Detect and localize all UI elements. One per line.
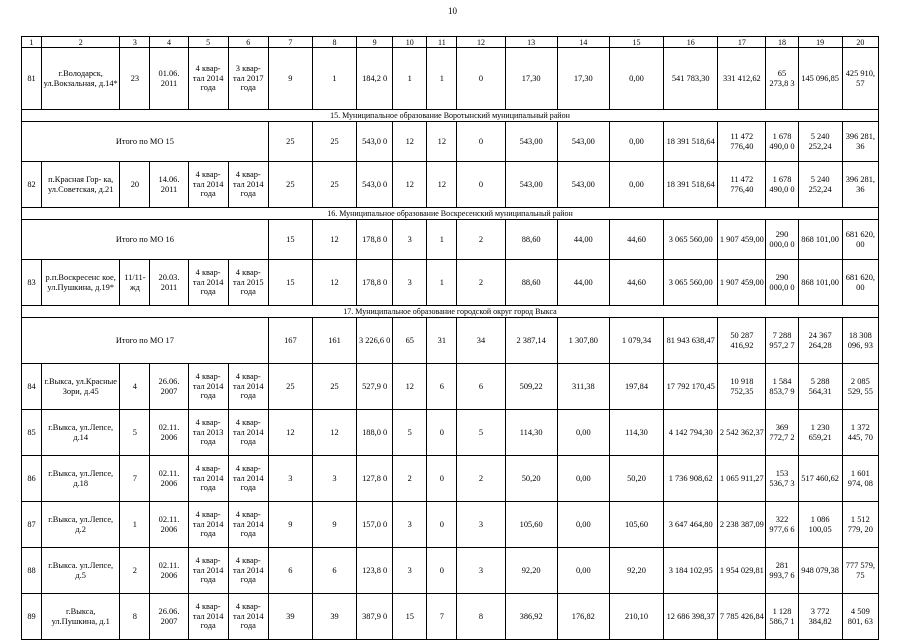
column-number-header: 19 (798, 37, 842, 48)
table-cell: 65 273,8 3 (766, 48, 798, 110)
address-cell: г.Выкса, ул.Лепсе, д.2 (42, 502, 120, 548)
table-cell: 0 (427, 548, 457, 594)
table-cell: 0 (457, 48, 505, 110)
table-cell: 543,0 0 (357, 122, 393, 162)
column-number-header: 11 (427, 37, 457, 48)
table-cell: 188,0 0 (357, 410, 393, 456)
table-cell: 1 079,34 (609, 318, 663, 364)
table-row (22, 548, 879, 594)
table-cell: 4 квар- тал 2014 года (188, 364, 228, 410)
table-cell: 1 (393, 48, 427, 110)
address-cell: г.Выкса, ул.Лепсе, д.14 (42, 410, 120, 456)
table-cell: 3 (268, 456, 312, 502)
column-number-header: 13 (505, 37, 557, 48)
table-cell: 18 308 096, 93 (842, 318, 878, 364)
table-cell: 1 601 974, 08 (842, 456, 878, 502)
table-cell: 17,30 (505, 48, 557, 110)
table-cell: 8 (457, 594, 505, 640)
table-cell: 178,8 0 (357, 260, 393, 306)
subtotal-row (22, 318, 879, 364)
table-cell: 543,00 (505, 162, 557, 208)
table-cell: 681 620, 00 (842, 220, 878, 260)
housing-program-table (21, 36, 879, 640)
row-number: 88 (22, 548, 42, 594)
table-cell: 167 (268, 318, 312, 364)
table-cell: 12 (427, 122, 457, 162)
address-cell: г.Выкса. ул.Лепсе, д.5 (42, 548, 120, 594)
column-number-header: 16 (664, 37, 718, 48)
subtotal-row (22, 122, 879, 162)
table-cell: 11 472 776,40 (718, 122, 766, 162)
table-cell: 3 квар- тал 2017 года (228, 48, 268, 110)
table-cell: 1 (312, 48, 356, 110)
section-title-row (22, 110, 879, 122)
table-cell: 0 (427, 456, 457, 502)
table-cell: 7 (427, 594, 457, 640)
column-number-header: 10 (393, 37, 427, 48)
column-number-header: 9 (357, 37, 393, 48)
column-number-header: 17 (718, 37, 766, 48)
table-cell: 948 079,38 (798, 548, 842, 594)
table-row (22, 594, 879, 640)
column-number-header: 5 (188, 37, 228, 48)
section-title: 15. Муниципальное образование Воротынский муниципальный район (22, 110, 879, 122)
table-cell: 1 086 100,05 (798, 502, 842, 548)
column-number-row (22, 37, 879, 48)
row-number: 87 (22, 502, 42, 548)
table-cell: 1 372 445, 70 (842, 410, 878, 456)
table-cell: 10 918 752,35 (718, 364, 766, 410)
table-cell: 197,84 (609, 364, 663, 410)
table-cell: 14.06. 2011 (150, 162, 188, 208)
table-cell: 868 101,00 (798, 220, 842, 260)
subtotal-label: Итого по МО 15 (22, 122, 269, 162)
table-row (22, 364, 879, 410)
table-cell: 0 (457, 162, 505, 208)
table-cell: 184,2 0 (357, 48, 393, 110)
table-row (22, 260, 879, 306)
table-row (22, 162, 879, 208)
table-cell: 145 096,85 (798, 48, 842, 110)
section-title: 17. Муниципальное образование городской округ город Выкса (22, 306, 879, 318)
table-cell: 4 квар- тал 2014 года (188, 502, 228, 548)
column-number-header: 4 (150, 37, 188, 48)
table-cell: 105,60 (609, 502, 663, 548)
table-cell: 4 квар- тал 2014 года (228, 594, 268, 640)
table-cell: 7 288 957,2 7 (766, 318, 798, 364)
table-cell: 509,22 (505, 364, 557, 410)
table-cell: 12 (312, 260, 356, 306)
table-cell: 17 792 170,45 (664, 364, 718, 410)
table-cell: 5 (457, 410, 505, 456)
table-cell: 1 512 779, 20 (842, 502, 878, 548)
table-cell: 3 (393, 260, 427, 306)
table-cell: 4 квар- тал 2014 года (188, 548, 228, 594)
table-cell: 3 (393, 220, 427, 260)
table-cell: 290 000,0 0 (766, 220, 798, 260)
table-cell: 3 (393, 502, 427, 548)
table-cell: 541 783,30 (664, 48, 718, 110)
table-cell: 01.06. 2011 (150, 48, 188, 110)
section-title-row (22, 208, 879, 220)
table-cell: 25 (268, 122, 312, 162)
table-cell: 3 184 102,95 (664, 548, 718, 594)
table-cell: 1 (120, 502, 150, 548)
table-cell: 12 (393, 122, 427, 162)
table-cell: 25 (268, 162, 312, 208)
table-cell: 9 (312, 502, 356, 548)
table-cell: 1 907 459,00 (718, 260, 766, 306)
table-cell: 50,20 (505, 456, 557, 502)
table-cell: 0,00 (557, 456, 609, 502)
table-cell: 23 (120, 48, 150, 110)
table-cell: 26.06. 2007 (150, 594, 188, 640)
table-cell: 5 288 564,31 (798, 364, 842, 410)
table-cell: 2 542 362,37 (718, 410, 766, 456)
table-cell: 396 281, 36 (842, 162, 878, 208)
table-cell: 0,00 (609, 122, 663, 162)
table-cell: 0,00 (609, 48, 663, 110)
table-cell: 3 226,6 0 (357, 318, 393, 364)
table-cell: 4 (120, 364, 150, 410)
table-cell: 527,9 0 (357, 364, 393, 410)
table-cell: 88,60 (505, 220, 557, 260)
table-cell: 369 772,7 2 (766, 410, 798, 456)
table-cell: 0,00 (557, 548, 609, 594)
address-cell: г.Выкса, ул.Красные Зори, д.45 (42, 364, 120, 410)
table-cell: 331 412,62 (718, 48, 766, 110)
table-cell: 65 (393, 318, 427, 364)
table-cell: 5 (120, 410, 150, 456)
table-cell: 39 (268, 594, 312, 640)
table-cell: 6 (427, 364, 457, 410)
table-cell: 868 101,00 (798, 260, 842, 306)
table-cell: 34 (457, 318, 505, 364)
row-number: 86 (22, 456, 42, 502)
table-cell: 11 472 776,40 (718, 162, 766, 208)
table-cell: 3 (393, 548, 427, 594)
table-cell: 105,60 (505, 502, 557, 548)
table-cell: 20.03. 2011 (150, 260, 188, 306)
table-cell: 1 954 029,81 (718, 548, 766, 594)
table-cell: 4 квар- тал 2014 года (228, 162, 268, 208)
table-cell: 5 240 252,24 (798, 122, 842, 162)
table-cell: 1 307,80 (557, 318, 609, 364)
table-cell: 543,00 (557, 162, 609, 208)
address-cell: п.Красная Гор- ка, ул.Советская, д.21 (42, 162, 120, 208)
column-number-header: 12 (457, 37, 505, 48)
table-cell: 1 736 908,62 (664, 456, 718, 502)
table-cell: 9 (268, 48, 312, 110)
column-number-header: 14 (557, 37, 609, 48)
table-cell: 4 142 794,30 (664, 410, 718, 456)
table-cell: 18 391 518,64 (664, 122, 718, 162)
table-cell: 12 (393, 162, 427, 208)
table-cell: 0,00 (557, 410, 609, 456)
table-cell: 15 (268, 220, 312, 260)
table-cell: 12 (427, 162, 457, 208)
table-cell: 425 910, 57 (842, 48, 878, 110)
table-cell: 44,60 (609, 220, 663, 260)
address-cell: г.Выкса, ул.Пушкина, д.1 (42, 594, 120, 640)
table-cell: 12 (268, 410, 312, 456)
table-cell: 543,0 0 (357, 162, 393, 208)
table-cell: 12 (312, 410, 356, 456)
table-cell: 5 (393, 410, 427, 456)
table-cell: 4 квар- тал 2014 года (228, 456, 268, 502)
table-cell: 1 678 490,0 0 (766, 122, 798, 162)
table-cell: 161 (312, 318, 356, 364)
table-cell: 4 квар- тал 2014 года (228, 502, 268, 548)
table-cell: 6 (457, 364, 505, 410)
address-cell: г.Володарск, ул.Вокзальная, д.14* (42, 48, 120, 110)
table-cell: 4 квар- тал 2014 года (228, 410, 268, 456)
table-row (22, 410, 879, 456)
table-cell: 11/11- жд (120, 260, 150, 306)
table-cell: 2 (393, 456, 427, 502)
table-cell: 2 (457, 456, 505, 502)
page-number: 10 (448, 6, 457, 16)
table-cell: 4 квар- тал 2014 года (228, 364, 268, 410)
table-cell: 1 065 911,27 (718, 456, 766, 502)
table-cell: 88,60 (505, 260, 557, 306)
table-cell: 6 (312, 548, 356, 594)
section-title-row (22, 306, 879, 318)
table-cell: 396 281, 36 (842, 122, 878, 162)
table-cell: 3 (457, 502, 505, 548)
table-cell: 4 квар- тал 2014 года (188, 594, 228, 640)
table-cell: 3 647 464,80 (664, 502, 718, 548)
table-cell: 44,00 (557, 220, 609, 260)
table-cell: 123,8 0 (357, 548, 393, 594)
table-row (22, 48, 879, 110)
table-cell: 2 (120, 548, 150, 594)
address-cell: р.п.Воскресенс кое, ул.Пушкина, д.19* (42, 260, 120, 306)
column-number-header: 8 (312, 37, 356, 48)
table-cell: 290 000,0 0 (766, 260, 798, 306)
table-cell: 7 785 426,84 (718, 594, 766, 640)
table-cell: 02.11. 2006 (150, 548, 188, 594)
table-cell: 2 238 387,09 (718, 502, 766, 548)
table-cell: 1 (427, 220, 457, 260)
table-cell: 7 (120, 456, 150, 502)
table-cell: 4 квар- тал 2014 года (188, 48, 228, 110)
table-cell: 157,0 0 (357, 502, 393, 548)
table-cell: 153 536,7 3 (766, 456, 798, 502)
table-cell: 17,30 (557, 48, 609, 110)
table-cell: 681 620, 00 (842, 260, 878, 306)
table-cell: 517 460,62 (798, 456, 842, 502)
table-cell: 12 686 398,37 (664, 594, 718, 640)
column-number-header: 15 (609, 37, 663, 48)
table-cell: 24 367 264,28 (798, 318, 842, 364)
table-cell: 543,00 (557, 122, 609, 162)
table-cell: 4 квар- тал 2015 года (228, 260, 268, 306)
table-cell: 0,00 (557, 502, 609, 548)
table-cell: 50,20 (609, 456, 663, 502)
table-cell: 386,92 (505, 594, 557, 640)
table-cell: 2 085 529, 55 (842, 364, 878, 410)
table-cell: 6 (268, 548, 312, 594)
row-number: 84 (22, 364, 42, 410)
table-cell: 31 (427, 318, 457, 364)
section-title: 16. Муниципальное образование Воскресенский муниципальный район (22, 208, 879, 220)
subtotal-row (22, 220, 879, 260)
table-cell: 387,9 0 (357, 594, 393, 640)
table-cell: 20 (120, 162, 150, 208)
table-cell: 92,20 (609, 548, 663, 594)
table-cell: 4 квар- тал 2014 года (188, 456, 228, 502)
table-cell: 44,00 (557, 260, 609, 306)
table-cell: 0 (427, 410, 457, 456)
column-number-header: 7 (268, 37, 312, 48)
column-number-header: 18 (766, 37, 798, 48)
table-cell: 0 (457, 122, 505, 162)
table-cell: 25 (312, 162, 356, 208)
table-cell: 1 (427, 260, 457, 306)
table-cell: 5 240 252,24 (798, 162, 842, 208)
table-cell: 311,38 (557, 364, 609, 410)
table-cell: 1 907 459,00 (718, 220, 766, 260)
table-cell: 3 065 560,00 (664, 220, 718, 260)
table-cell: 176,82 (557, 594, 609, 640)
table-cell: 15 (268, 260, 312, 306)
table-cell: 3 772 384,82 (798, 594, 842, 640)
table-cell: 1 (427, 48, 457, 110)
table-cell: 2 (457, 220, 505, 260)
row-number: 81 (22, 48, 42, 110)
address-cell: г.Выкса, ул.Лепсе, д.18 (42, 456, 120, 502)
table-cell: 15 (393, 594, 427, 640)
table-cell: 1 584 853,7 9 (766, 364, 798, 410)
table-cell: 3 (457, 548, 505, 594)
table-cell: 25 (312, 122, 356, 162)
table-cell: 4 квар- тал 2014 года (188, 260, 228, 306)
row-number: 82 (22, 162, 42, 208)
column-number-header: 3 (120, 37, 150, 48)
table-row (22, 456, 879, 502)
table-cell: 12 (393, 364, 427, 410)
table-cell: 02.11. 2006 (150, 502, 188, 548)
table-cell: 50 287 416,92 (718, 318, 766, 364)
table-cell: 81 943 638,47 (664, 318, 718, 364)
table-cell: 0,00 (609, 162, 663, 208)
table-row (22, 502, 879, 548)
table-cell: 25 (268, 364, 312, 410)
table-cell: 12 (312, 220, 356, 260)
row-number: 83 (22, 260, 42, 306)
table-cell: 9 (268, 502, 312, 548)
subtotal-label: Итого по МО 16 (22, 220, 269, 260)
table-cell: 26.06. 2007 (150, 364, 188, 410)
table-cell: 92,20 (505, 548, 557, 594)
table-cell: 543,00 (505, 122, 557, 162)
table-cell: 25 (312, 364, 356, 410)
row-number: 85 (22, 410, 42, 456)
column-number-header: 2 (42, 37, 120, 48)
table-cell: 114,30 (505, 410, 557, 456)
row-number: 89 (22, 594, 42, 640)
table-cell: 114,30 (609, 410, 663, 456)
table-cell: 1 678 490,0 0 (766, 162, 798, 208)
table-cell: 127,8 0 (357, 456, 393, 502)
table-cell: 4 509 801, 63 (842, 594, 878, 640)
subtotal-label: Итого по МО 17 (22, 318, 269, 364)
table-cell: 4 квар- тал 2014 года (188, 162, 228, 208)
table-cell: 2 387,14 (505, 318, 557, 364)
table-cell: 178,8 0 (357, 220, 393, 260)
table-cell: 0 (427, 502, 457, 548)
table-cell: 1 230 659,21 (798, 410, 842, 456)
table-cell: 02.11. 2006 (150, 410, 188, 456)
table-cell: 777 579, 75 (842, 548, 878, 594)
table-cell: 3 (312, 456, 356, 502)
column-number-header: 20 (842, 37, 878, 48)
table-cell: 18 391 518,64 (664, 162, 718, 208)
table-cell: 210,10 (609, 594, 663, 640)
table-cell: 322 977,6 6 (766, 502, 798, 548)
table-cell: 281 993,7 6 (766, 548, 798, 594)
table-cell: 8 (120, 594, 150, 640)
column-number-header: 6 (228, 37, 268, 48)
table-cell: 44,60 (609, 260, 663, 306)
table-cell: 2 (457, 260, 505, 306)
table-cell: 4 квар- тал 2014 года (228, 548, 268, 594)
table-cell: 02.11. 2006 (150, 456, 188, 502)
table-cell: 3 065 560,00 (664, 260, 718, 306)
table-cell: 39 (312, 594, 356, 640)
table-cell: 4 квар- тал 2013 года (188, 410, 228, 456)
table-cell: 1 128 586,7 1 (766, 594, 798, 640)
column-number-header: 1 (22, 37, 42, 48)
